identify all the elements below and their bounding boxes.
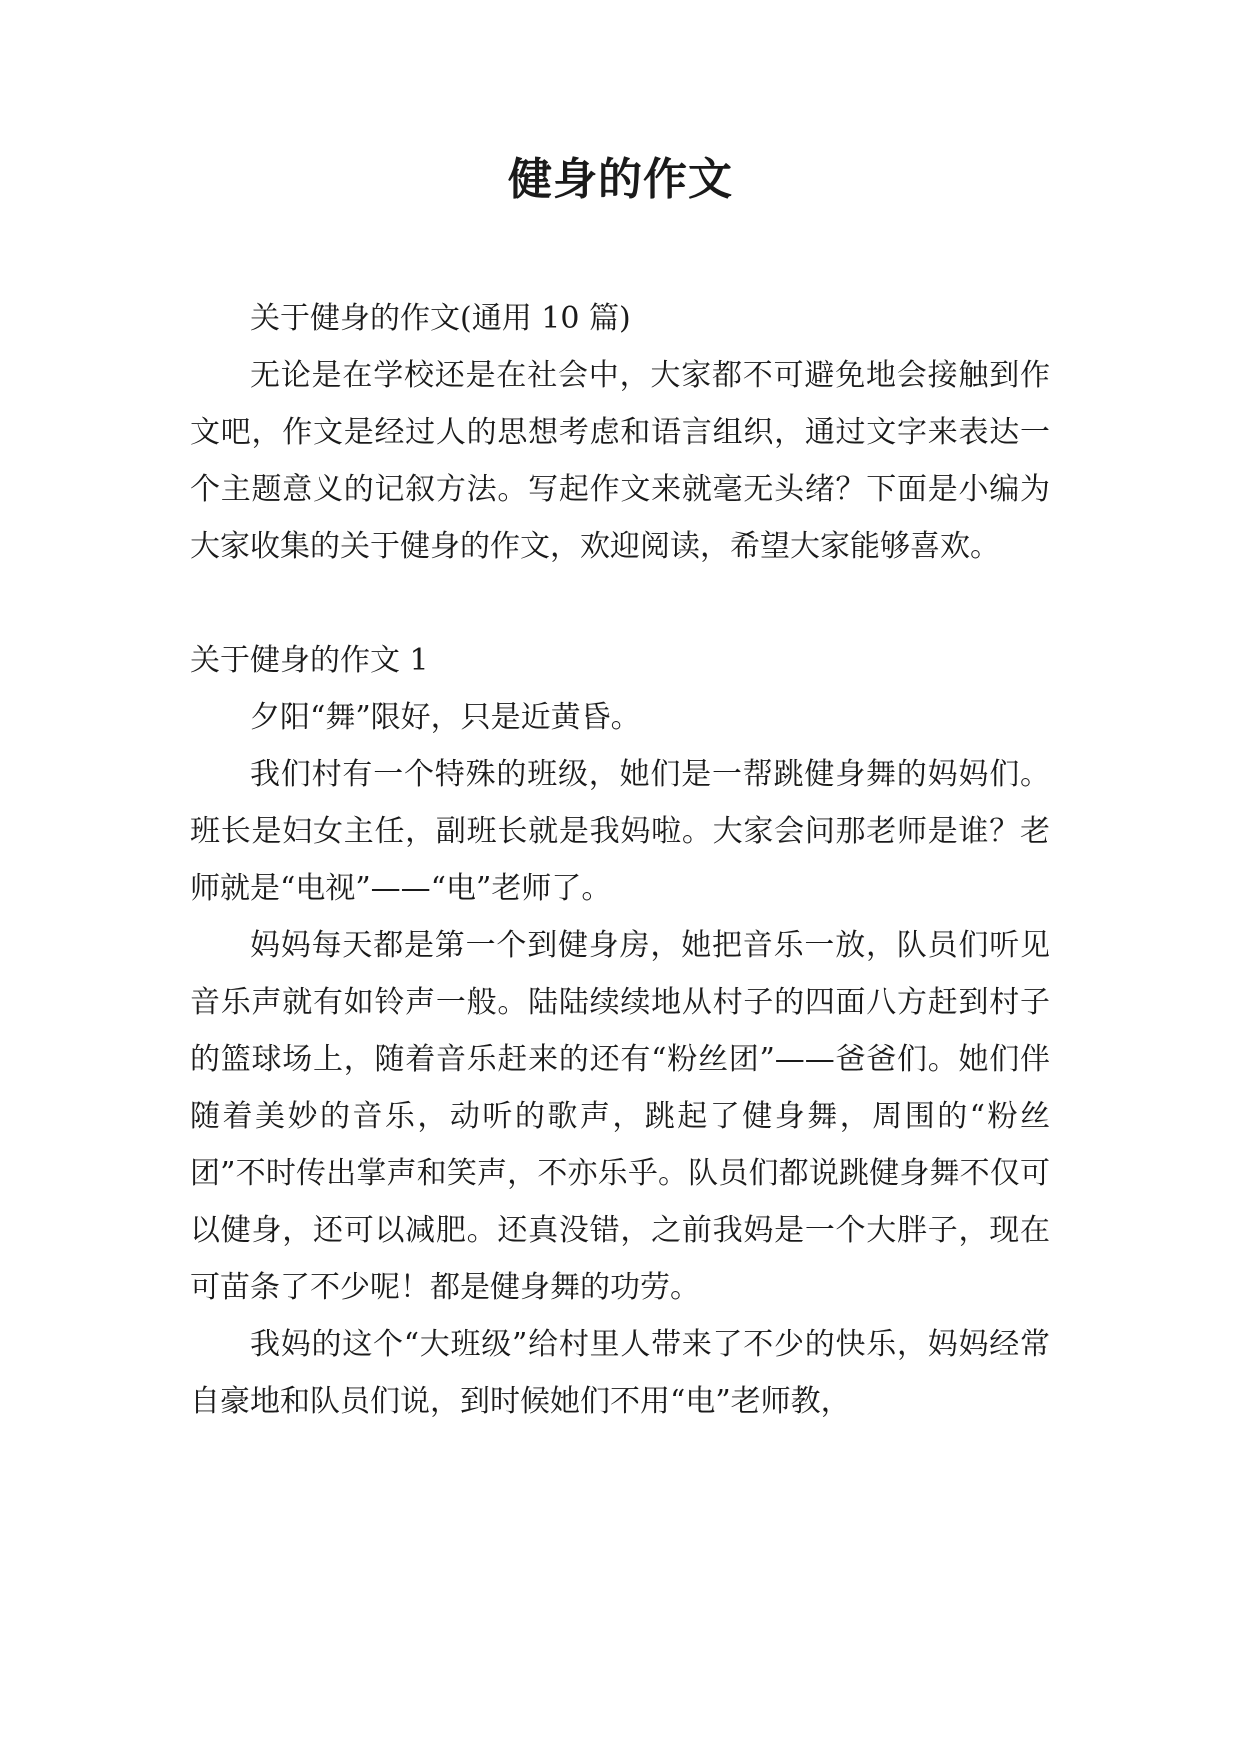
body-paragraph: 夕阳“舞”限好，只是近黄昏。: [250, 700, 641, 735]
section-heading: 关于健身的作文 1: [190, 643, 429, 678]
document-title: 健身的作文: [508, 154, 733, 205]
intro-subtitle: 关于健身的作文(通用 10 篇): [250, 301, 631, 336]
document-body: [190, 290, 1050, 1430]
body-paragraph: 我妈的这个“大班级”给村里人带来了不少的快乐，妈妈经常自豪地和队员们说，到时候她们不用“电”老师教，: [190, 1327, 1050, 1419]
body-paragraph: 我们村有一个特殊的班级，她们是一帮跳健身舞的妈妈们。班长是妇女主任，副班长就是我妈啦。大家会问那老师是谁？老师就是“电视”——“电”老师了。: [190, 757, 1050, 906]
body-paragraph: 妈妈每天都是第一个到健身房，她把音乐一放，队员们听见音乐声就有如铃声一般。陆陆续续地从村子的四面八方赶到村子的篮球场上，随着音乐赶来的还有“粉丝团”——爸爸们。她们伴随着美妙的音乐，动听的歌声，跳起了健身舞，周围的“粉丝团”不时传出掌声和笑声，不亦乐乎。队员们都说跳健身舞不仅可以健身，还可以减肥。还真没错，之前我妈是一个大胖子，现在可苗条了不少呢！都是健身舞的功劳。: [190, 928, 1050, 1305]
intro-paragraph: 无论是在学校还是在社会中，大家都不可避免地会接触到作文吧，作文是经过人的思想考虑和语言组织，通过文字来表达一个主题意义的记叙方法。写起作文来就毫无头绪？下面是小编为大家收集的关于健身的作文，欢迎阅读，希望大家能够喜欢。: [190, 358, 1050, 564]
